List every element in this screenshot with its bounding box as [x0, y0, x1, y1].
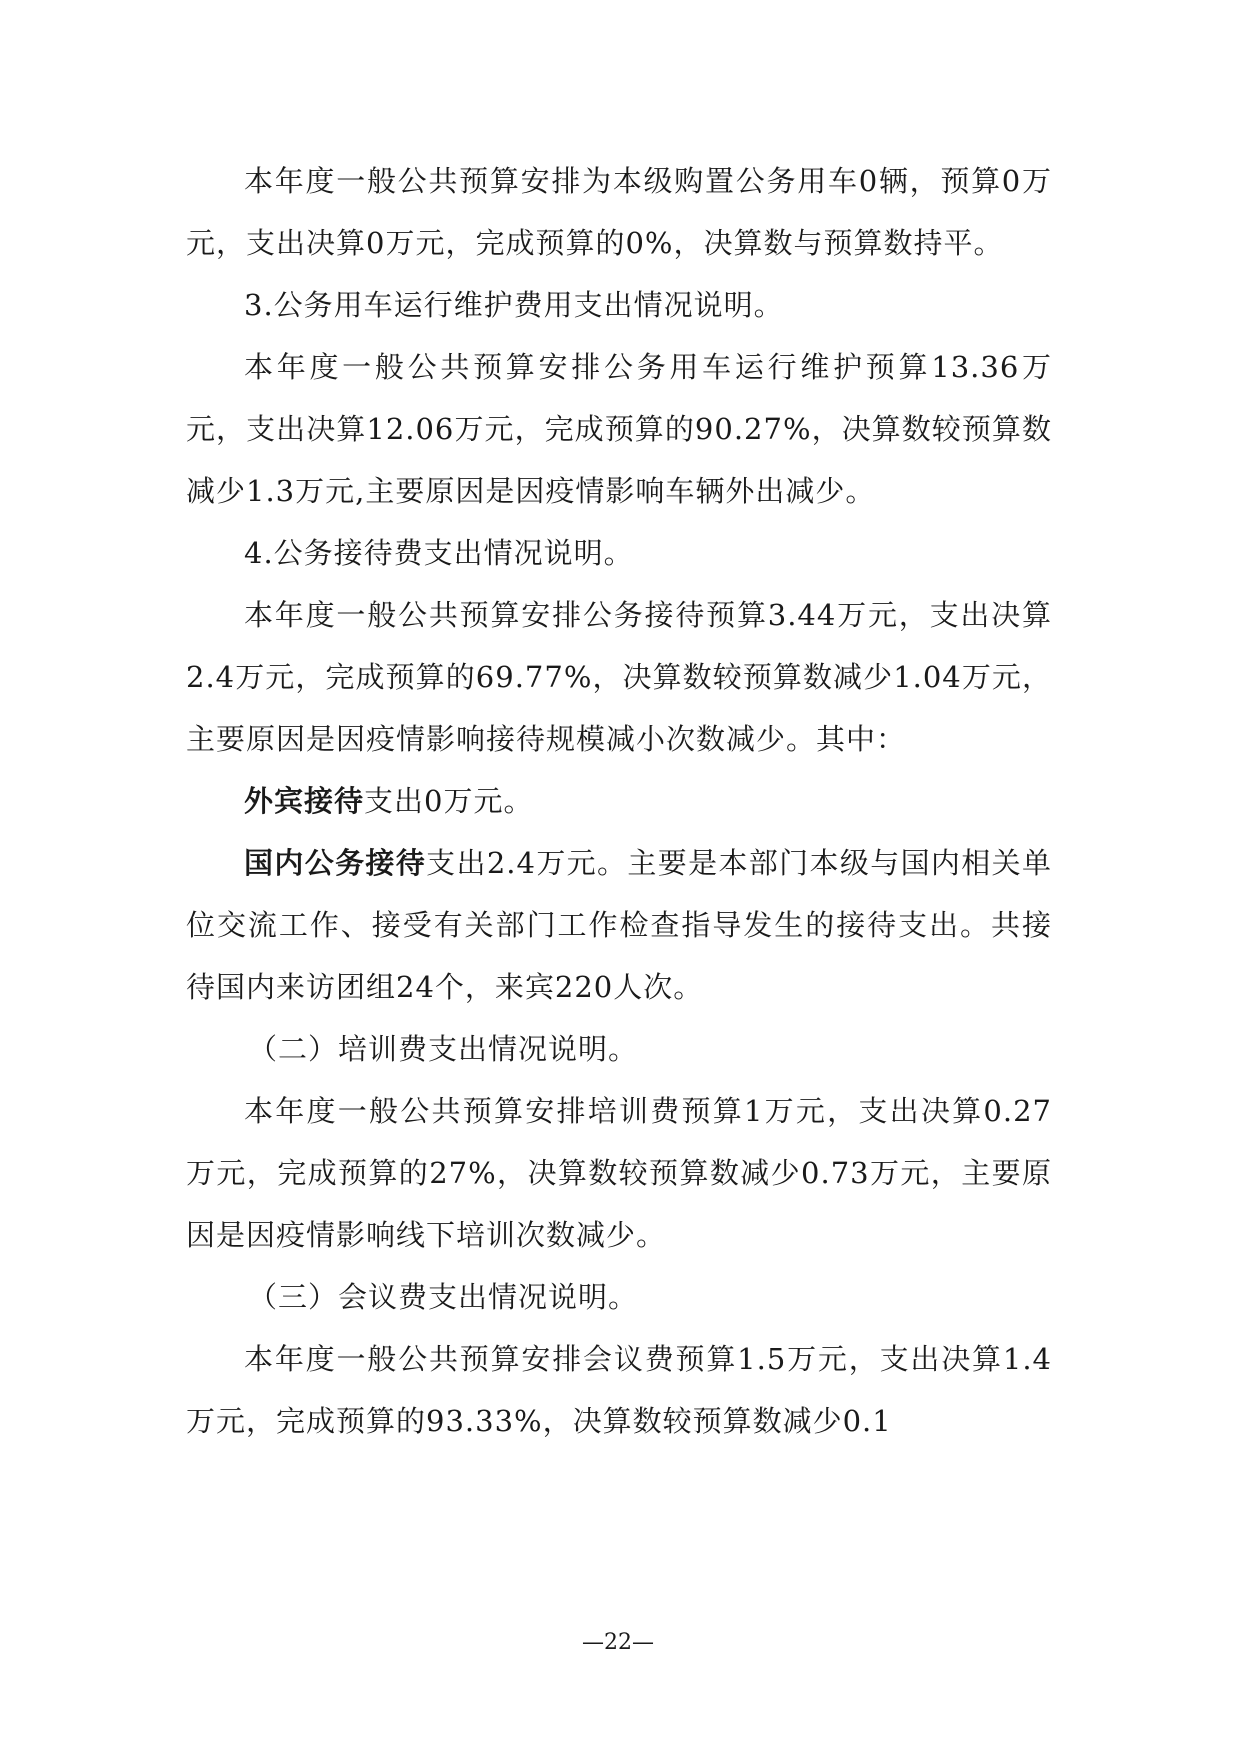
paragraph-reception: 本年度一般公共预算安排公务接待预算3.44万元，支出决算2.4万元，完成预算的69.77%，决算数较预算数减少1.04万元，主要原因是因疫情影响接待规模减小次数减少。其中： [186, 598, 1052, 756]
label-foreign-reception: 外宾接待 [244, 784, 365, 818]
paragraph-vehicle-maintenance: 本年度一般公共预算安排公务用车运行维护预算13.36万元，支出决算12.06万元，完成预算的90.27%，决算数较预算数减少1.3万元,主要原因是因疫情影响车辆外出减少。 [186, 350, 1052, 508]
paragraph-training: 本年度一般公共预算安排培训费预算1万元，支出决算0.27万元，完成预算的27%，决算数较预算数减少0.73万元，主要原因是因疫情影响线下培训次数减少。 [186, 1094, 1052, 1252]
text-foreign-reception: 支出0万元。 [364, 784, 534, 818]
label-domestic-reception: 国内公务接待 [244, 846, 427, 880]
paragraph-meeting: 本年度一般公共预算安排会议费预算1.5万元，支出决算1.4万元，完成预算的93.33%，决算数较预算数减少0.1 [186, 1342, 1052, 1438]
heading-training: （二）培训费支出情况说明。 [248, 1032, 639, 1066]
document-body [186, 150, 1052, 1452]
text-domestic-reception: 支出2.4万元。主要是本部门本级与国内相关单位交流工作、接受有关部门工作检查指导发生的接待支出。共接待国内来访团组24个，来宾220人次。 [186, 846, 1052, 1004]
paragraph-foreign-reception [186, 770, 1052, 832]
heading-reception: 4.公务接待费支出情况说明。 [244, 536, 634, 570]
heading-vehicle-maintenance: 3.公务用车运行维护费用支出情况说明。 [244, 288, 784, 322]
paragraph-domestic-reception [186, 832, 1052, 1018]
paragraph-vehicle-purchase: 本年度一般公共预算安排为本级购置公务用车0辆，预算0万元，支出决算0万元，完成预算的0%，决算数与预算数持平。 [186, 164, 1052, 260]
page-number: —22— [582, 1630, 654, 1655]
heading-meeting: （三）会议费支出情况说明。 [248, 1280, 639, 1314]
